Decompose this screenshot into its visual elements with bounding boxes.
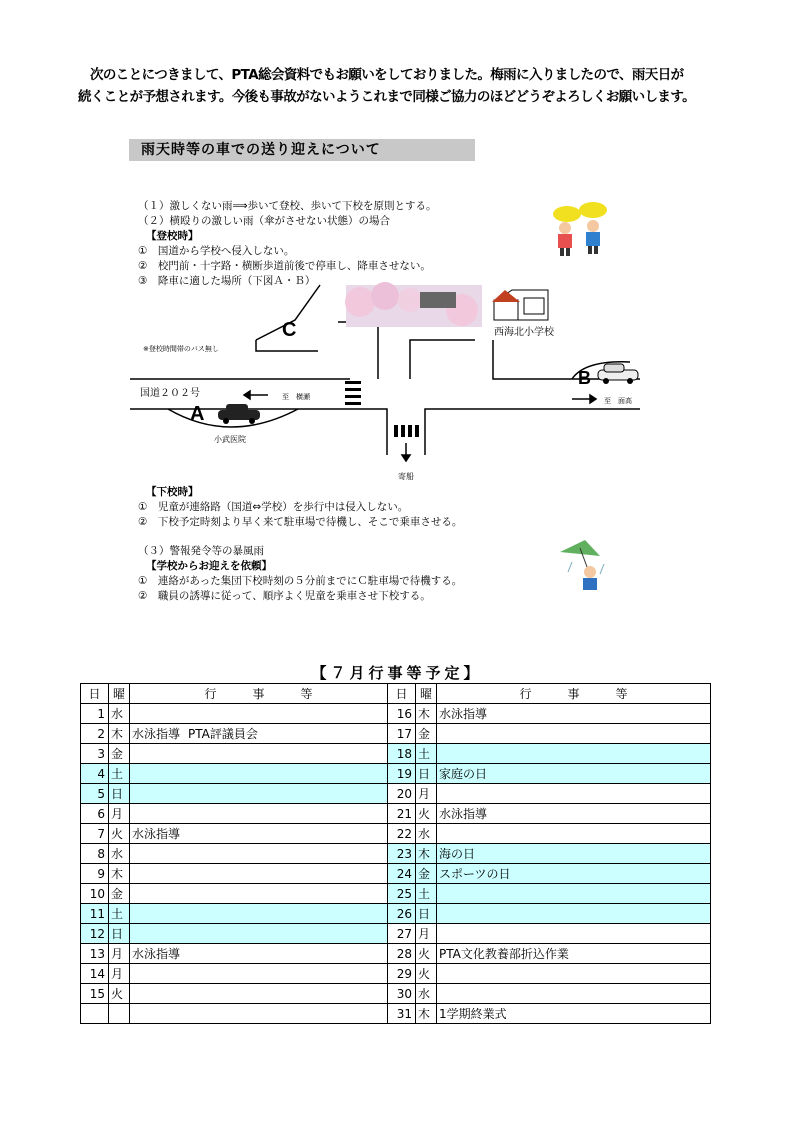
weekday-cell: 水 xyxy=(109,844,130,864)
section-title: 雨天時等の車での送り迎えについて xyxy=(129,139,475,161)
weekday-cell: 火 xyxy=(109,984,130,1004)
table-row xyxy=(81,924,711,944)
weekday-cell: 木 xyxy=(416,844,437,864)
weekday-cell: 土 xyxy=(416,744,437,764)
event-text: 水泳指導 xyxy=(132,727,181,741)
table-row xyxy=(81,704,711,724)
weekday-cell: 水 xyxy=(109,704,130,724)
weekday-cell: 木 xyxy=(416,1004,437,1024)
day-cell: 18 xyxy=(388,744,416,764)
header-weekday: 曜 xyxy=(416,684,437,704)
day-cell: 17 xyxy=(388,724,416,744)
day-cell: 4 xyxy=(81,764,109,784)
day-cell: 11 xyxy=(81,904,109,924)
event-cell xyxy=(130,864,388,884)
storm-heading: 【学校からお迎えを依頼】 xyxy=(146,560,272,572)
event-cell xyxy=(130,924,388,944)
event-cell: 家庭の日 xyxy=(437,764,711,784)
weekday-cell: 土 xyxy=(109,764,130,784)
rule-1: （１）激しくない雨⟹歩いて登校、歩いて下校を原則とする。 xyxy=(138,200,437,212)
rule-2: （２）横殴りの激しい雨（傘がさせない状態）の場合 xyxy=(138,215,390,227)
event-cell xyxy=(130,964,388,984)
event-cell xyxy=(437,884,711,904)
day-cell: 9 xyxy=(81,864,109,884)
evening-heading: 【下校時】 xyxy=(146,486,199,498)
event-cell xyxy=(130,744,388,764)
event-cell xyxy=(130,724,388,744)
header-events: 行 事 等 xyxy=(437,684,711,704)
morning-heading: 【登校時】 xyxy=(146,230,199,242)
day-cell: 26 xyxy=(388,904,416,924)
weekday-cell: 火 xyxy=(416,804,437,824)
table-row xyxy=(81,904,711,924)
day-cell: 10 xyxy=(81,884,109,904)
event-cell xyxy=(437,784,711,804)
event-cell xyxy=(437,924,711,944)
event-cell: 水泳指導 xyxy=(437,804,711,824)
south-dest: 寄船 xyxy=(398,472,414,481)
day-cell: 13 xyxy=(81,944,109,964)
event-cell xyxy=(437,964,711,984)
weekday-cell: 月 xyxy=(109,944,130,964)
day-cell: 3 xyxy=(81,744,109,764)
weekday-cell: 木 xyxy=(109,724,130,744)
table-row xyxy=(81,824,711,844)
morning-rule-3: ③ 降車に適した場所（下図Ａ・Ｂ） xyxy=(138,275,316,287)
event-cell: スポーツの日 xyxy=(437,864,711,884)
weekday-cell: 水 xyxy=(416,824,437,844)
clinic: 小武医院 xyxy=(214,435,246,444)
table-row xyxy=(81,724,711,744)
storm-rule-1: ① 連絡があった集団下校時刻の５分前までにＣ駐車場で待機する。 xyxy=(138,575,463,587)
weekday-cell: 金 xyxy=(109,884,130,904)
schedule-header xyxy=(81,684,711,704)
day-cell: 25 xyxy=(388,884,416,904)
day-cell: 23 xyxy=(388,844,416,864)
day-cell: 30 xyxy=(388,984,416,1004)
day-cell: 15 xyxy=(81,984,109,1004)
table-row xyxy=(81,864,711,884)
event-cell xyxy=(130,764,388,784)
label-a: A xyxy=(190,403,205,425)
evening-rule-1: ① 児童が連絡路（国道⇔学校）を歩行中は侵入しない。 xyxy=(138,501,409,513)
event-cell xyxy=(130,1004,388,1024)
weekday-cell xyxy=(109,1004,130,1024)
day-cell: 6 xyxy=(81,804,109,824)
weekday-cell: 月 xyxy=(416,784,437,804)
table-row xyxy=(81,1004,711,1024)
day-cell: 8 xyxy=(81,844,109,864)
route-name: 国道２０２号 xyxy=(140,388,200,399)
event-cell xyxy=(130,784,388,804)
table-row xyxy=(81,844,711,864)
weekday-cell: 月 xyxy=(109,804,130,824)
morning-rule-2: ② 校門前・十字路・横断歩道前後で停車し、降車させない。 xyxy=(138,260,431,272)
day-cell: 12 xyxy=(81,924,109,944)
table-row xyxy=(81,804,711,824)
label-b: B xyxy=(578,368,591,388)
event-cell xyxy=(130,944,388,964)
table-row xyxy=(81,744,711,764)
weekday-cell: 日 xyxy=(416,904,437,924)
rules-lower xyxy=(138,485,462,604)
table-row xyxy=(81,764,711,784)
school-gate-trees xyxy=(345,282,482,327)
event-cell xyxy=(437,744,711,764)
intro-line-1: 次のことにつきまして、PTA総会資料でもお願いをしておりました。梅雨に入りましたので、雨天日が xyxy=(90,67,684,83)
weekday-cell: 日 xyxy=(109,784,130,804)
day-cell: 22 xyxy=(388,824,416,844)
weekday-cell: 月 xyxy=(416,924,437,944)
day-cell: 24 xyxy=(388,864,416,884)
day-cell: 21 xyxy=(388,804,416,824)
event-cell xyxy=(437,724,711,744)
event-text: 水泳指導 xyxy=(132,947,181,961)
day-cell: 1 xyxy=(81,704,109,724)
day-cell: 2 xyxy=(81,724,109,744)
weekday-cell: 金 xyxy=(109,744,130,764)
storm-rule-2: ② 職員の誘導に従って、順序よく児童を乗車させ下校する。 xyxy=(138,590,431,602)
table-row xyxy=(81,944,711,964)
event-cell: PTA文化教養部折込作業 xyxy=(437,944,711,964)
event-cell xyxy=(130,844,388,864)
day-cell: 27 xyxy=(388,924,416,944)
direction-arrows xyxy=(244,391,596,461)
header-weekday: 曜 xyxy=(109,684,130,704)
weekday-cell: 金 xyxy=(416,724,437,744)
schedule-title: 【７月行事等予定】 xyxy=(311,664,483,682)
car-b xyxy=(598,364,638,384)
car-a xyxy=(218,404,260,424)
day-cell: 19 xyxy=(388,764,416,784)
event-cell: 1学期終業式 xyxy=(437,1004,711,1024)
rule-3: （３）警報発令等の暴風雨 xyxy=(138,545,264,557)
event-cell xyxy=(437,984,711,1004)
day-cell: 7 xyxy=(81,824,109,844)
school-name: 西海北小学校 xyxy=(494,327,554,338)
weekday-cell: 日 xyxy=(416,764,437,784)
event-cell xyxy=(130,884,388,904)
weekday-cell: 土 xyxy=(109,904,130,924)
table-row xyxy=(81,884,711,904)
day-cell xyxy=(81,1004,109,1024)
event-cell xyxy=(130,904,388,924)
table-row xyxy=(81,964,711,984)
intro-line-2: 続くことが予想されます。今後も事故がないようこれまで同様ご協力のほどどうぞよろしくお願いします。 xyxy=(78,89,696,105)
event-cell: 海の日 xyxy=(437,844,711,864)
day-cell: 14 xyxy=(81,964,109,984)
morning-rule-1: ① 国道から学校へ侵入しない。 xyxy=(138,245,295,257)
day-cell: 5 xyxy=(81,784,109,804)
label-c: C xyxy=(282,319,297,341)
storm-child-illustration xyxy=(560,540,604,590)
day-cell: 29 xyxy=(388,964,416,984)
schedule-table xyxy=(80,683,711,1024)
header-day: 日 xyxy=(81,684,109,704)
to-right: 至 面高 xyxy=(604,397,632,405)
weekday-cell: 火 xyxy=(416,964,437,984)
event-cell xyxy=(130,804,388,824)
kids-umbrella-illustration xyxy=(553,202,607,256)
table-row xyxy=(81,784,711,804)
event-cell xyxy=(130,984,388,1004)
event-cell: 水泳指導 xyxy=(437,704,711,724)
header-day: 日 xyxy=(388,684,416,704)
weekday-cell: 火 xyxy=(109,824,130,844)
event-cell xyxy=(130,824,388,844)
weekday-cell: 土 xyxy=(416,884,437,904)
weekday-cell: 水 xyxy=(416,984,437,1004)
evening-rule-2: ② 下校予定時刻より早く来て駐車場で待機し、そこで乗車させる。 xyxy=(138,516,463,528)
day-cell: 28 xyxy=(388,944,416,964)
weekday-cell: 月 xyxy=(109,964,130,984)
weekday-cell: 木 xyxy=(109,864,130,884)
to-left: 至 横瀬 xyxy=(282,393,310,401)
event-cell xyxy=(130,704,388,724)
event-cell xyxy=(437,824,711,844)
weekday-cell: 日 xyxy=(109,924,130,944)
header-events: 行 事 等 xyxy=(130,684,388,704)
event-cell xyxy=(437,904,711,924)
day-cell: 16 xyxy=(388,704,416,724)
weekday-cell: 木 xyxy=(416,704,437,724)
event-text: 水泳指導 xyxy=(132,827,181,841)
school-building xyxy=(492,290,548,320)
table-row xyxy=(81,984,711,1004)
bus-note: ※登校時間帯のバス無し xyxy=(143,345,219,353)
event-text-2: PTA評議員会 xyxy=(188,727,258,741)
day-cell: 20 xyxy=(388,784,416,804)
weekday-cell: 火 xyxy=(416,944,437,964)
day-cell: 31 xyxy=(388,1004,416,1024)
weekday-cell: 金 xyxy=(416,864,437,884)
